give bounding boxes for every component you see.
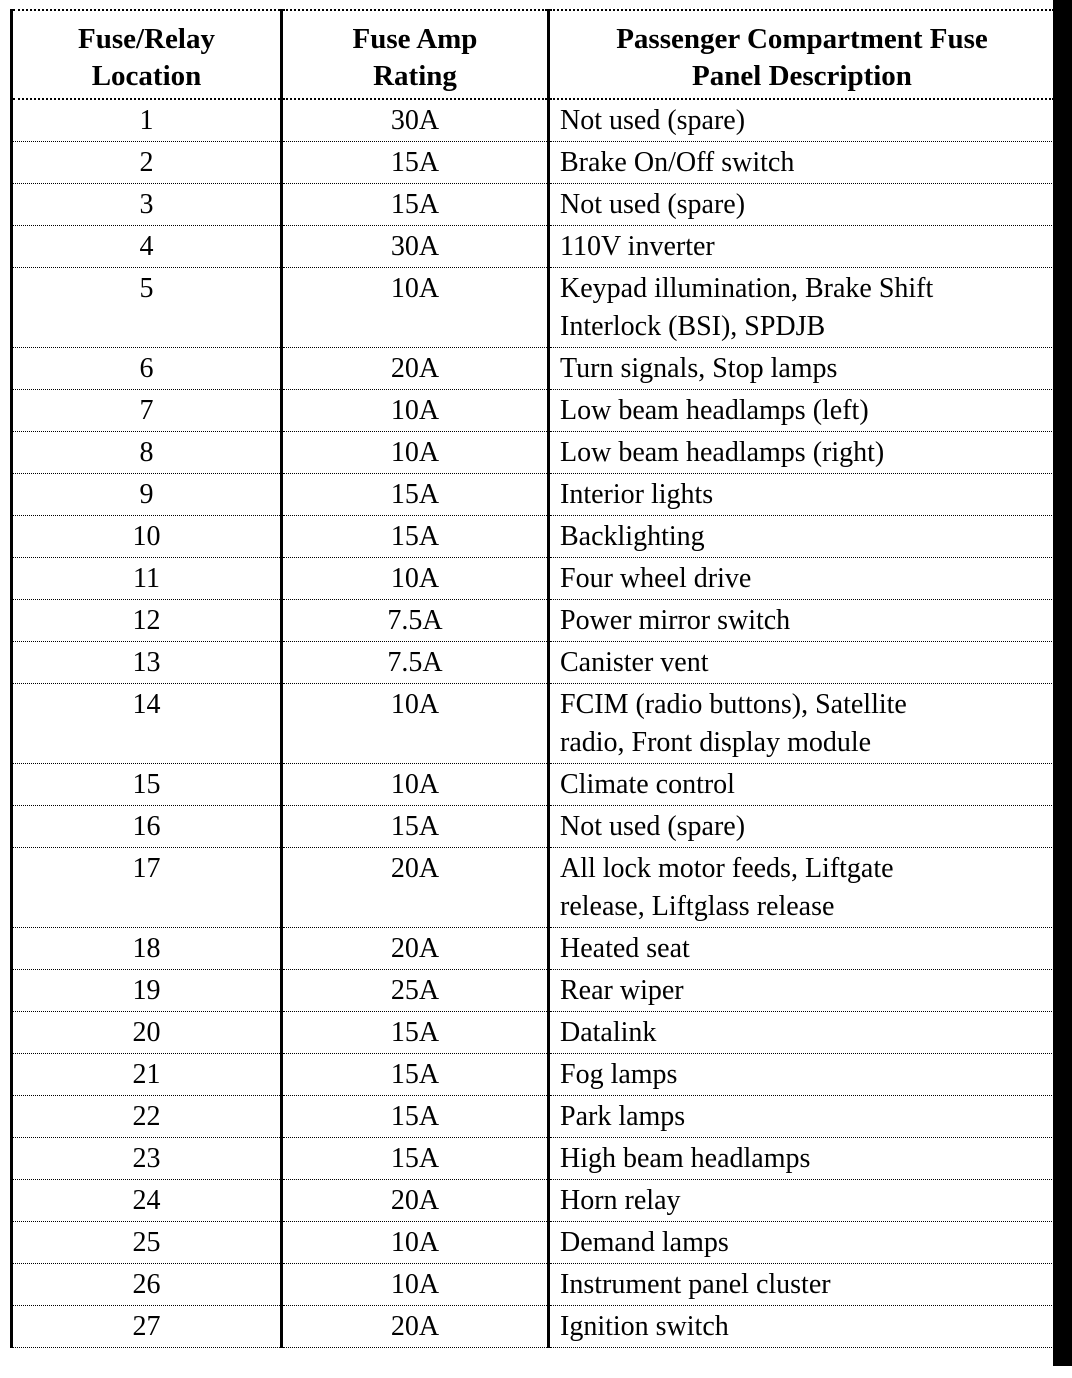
fuse-description-line: Low beam headlamps (left) — [560, 395, 869, 426]
fuse-description-line: Keypad illumination, Brake Shift — [560, 273, 934, 304]
fuse-amp-cell: 30A — [282, 226, 549, 268]
fuse-amp-cell: 10A — [282, 390, 549, 432]
fuse-description-line: Interlock (BSI), SPDJB — [560, 311, 826, 342]
fuse-amp-cell: 25A — [282, 970, 549, 1012]
fuse-location-cell: 8 — [12, 432, 282, 474]
fuse-description-line: Low beam headlamps (right) — [560, 437, 885, 468]
fuse-amp-cell: 15A — [282, 1096, 549, 1138]
fuse-amp-cell: 15A — [282, 1138, 549, 1180]
header-location — [12, 10, 282, 99]
fuse-description-line: Instrument panel cluster — [560, 1269, 831, 1300]
header-amp-line: Rating — [373, 60, 457, 92]
fuse-description-line: Power mirror switch — [560, 605, 791, 636]
fuse-location-cell: 24 — [12, 1180, 282, 1222]
fuse-description-line: radio, Front display module — [560, 727, 872, 758]
fuse-description-line: Rear wiper — [560, 975, 684, 1006]
table-row — [12, 142, 1056, 184]
fuse-location-cell: 11 — [12, 558, 282, 600]
fuse-location-cell: 15 — [12, 764, 282, 806]
table-row — [12, 1264, 1056, 1306]
fuse-description-cell — [549, 142, 1056, 184]
fuse-amp-cell: 10A — [282, 684, 549, 764]
fuse-description-line: Four wheel drive — [560, 563, 752, 594]
fuse-table — [10, 9, 1057, 1348]
fuse-description-line: Brake On/Off switch — [560, 147, 795, 178]
fuse-amp-cell: 15A — [282, 474, 549, 516]
table-row — [12, 1222, 1056, 1264]
table-row — [12, 348, 1056, 390]
header-description-line: Passenger Compartment Fuse — [616, 23, 988, 55]
fuse-location-cell: 22 — [12, 1096, 282, 1138]
header-amp — [282, 10, 549, 99]
fuse-description-cell — [549, 99, 1056, 142]
fuse-description-cell — [549, 1222, 1056, 1264]
fuse-amp-cell: 20A — [282, 928, 549, 970]
fuse-location-cell: 4 — [12, 226, 282, 268]
header-location-line: Location — [91, 60, 202, 92]
fuse-description-cell — [549, 432, 1056, 474]
table-row — [12, 848, 1056, 928]
fuse-description-line: Not used (spare) — [560, 189, 746, 220]
fuse-description-cell — [549, 516, 1056, 558]
table-row — [12, 1180, 1056, 1222]
table-row — [12, 99, 1056, 142]
fuse-amp-cell: 10A — [282, 1222, 549, 1264]
table-row — [12, 970, 1056, 1012]
table-row — [12, 928, 1056, 970]
fuse-description-cell — [549, 642, 1056, 684]
fuse-location-cell: 5 — [12, 268, 282, 348]
fuse-description-cell — [549, 1012, 1056, 1054]
fuse-location-cell: 20 — [12, 1012, 282, 1054]
fuse-amp-cell: 15A — [282, 1012, 549, 1054]
fuse-description-cell — [549, 1096, 1056, 1138]
fuse-description-cell — [549, 928, 1056, 970]
table-row — [12, 432, 1056, 474]
fuse-description-cell — [549, 848, 1056, 928]
fuse-description-line: Canister vent — [560, 647, 709, 678]
fuse-description-line: Demand lamps — [560, 1227, 729, 1258]
fuse-description-cell — [549, 474, 1056, 516]
fuse-description-cell — [549, 348, 1056, 390]
fuse-location-cell: 21 — [12, 1054, 282, 1096]
fuse-amp-cell: 15A — [282, 1054, 549, 1096]
fuse-description-cell — [549, 806, 1056, 848]
fuse-amp-cell: 30A — [282, 99, 549, 142]
fuse-amp-cell: 20A — [282, 848, 549, 928]
table-row — [12, 600, 1056, 642]
table-row — [12, 1138, 1056, 1180]
fuse-description-line: Park lamps — [560, 1101, 686, 1132]
table-row — [12, 516, 1056, 558]
fuse-description-line: Heated seat — [560, 933, 690, 964]
fuse-description-line: Ignition switch — [560, 1311, 729, 1342]
fuse-description-line: High beam headlamps — [560, 1143, 811, 1174]
fuse-amp-cell: 15A — [282, 516, 549, 558]
fuse-amp-cell: 7.5A — [282, 600, 549, 642]
fuse-description-cell — [549, 390, 1056, 432]
fuse-description-line: Datalink — [560, 1017, 657, 1048]
table-row — [12, 390, 1056, 432]
fuse-description-cell — [549, 268, 1056, 348]
table-row — [12, 1306, 1056, 1348]
fuse-description-cell — [549, 184, 1056, 226]
header-description — [549, 10, 1056, 99]
header-location-line: Fuse/Relay — [78, 23, 215, 55]
table-row — [12, 764, 1056, 806]
fuse-amp-cell: 10A — [282, 1264, 549, 1306]
fuse-description-line: Not used (spare) — [560, 811, 746, 842]
header-amp-line: Fuse Amp — [352, 23, 478, 55]
fuse-description-cell — [549, 1180, 1056, 1222]
fuse-amp-cell: 15A — [282, 184, 549, 226]
fuse-location-cell: 16 — [12, 806, 282, 848]
fuse-description-cell — [549, 600, 1056, 642]
fuse-description-line: Not used (spare) — [560, 105, 746, 136]
table-row — [12, 1054, 1056, 1096]
fuse-description-cell — [549, 684, 1056, 764]
fuse-description-line: Backlighting — [560, 521, 705, 552]
fuse-description-cell — [549, 1054, 1056, 1096]
fuse-description-cell — [549, 226, 1056, 268]
fuse-location-cell: 18 — [12, 928, 282, 970]
table-row — [12, 642, 1056, 684]
fuse-description-line: Horn relay — [560, 1185, 681, 1216]
table-row — [12, 474, 1056, 516]
fuse-location-cell: 10 — [12, 516, 282, 558]
fuse-description-cell — [549, 1264, 1056, 1306]
fuse-location-cell: 19 — [12, 970, 282, 1012]
fuse-location-cell: 12 — [12, 600, 282, 642]
fuse-location-cell: 23 — [12, 1138, 282, 1180]
table-row — [12, 1096, 1056, 1138]
fuse-description-cell — [549, 1306, 1056, 1348]
fuse-location-cell: 17 — [12, 848, 282, 928]
table-row — [12, 184, 1056, 226]
fuse-location-cell: 25 — [12, 1222, 282, 1264]
fuse-amp-cell: 20A — [282, 1306, 549, 1348]
header-description-line: Panel Description — [692, 60, 912, 92]
fuse-description-line: Interior lights — [560, 479, 714, 510]
table-row — [12, 684, 1056, 764]
fuse-amp-cell: 10A — [282, 268, 549, 348]
fuse-amp-cell: 15A — [282, 806, 549, 848]
header-row — [12, 10, 1056, 99]
table-row — [12, 226, 1056, 268]
fuse-description-cell — [549, 1138, 1056, 1180]
fuse-table-body — [12, 99, 1056, 1348]
table-row — [12, 1012, 1056, 1054]
fuse-location-cell: 6 — [12, 348, 282, 390]
fuse-amp-cell: 15A — [282, 142, 549, 184]
fuse-amp-cell: 10A — [282, 764, 549, 806]
table-row — [12, 806, 1056, 848]
fuse-amp-cell: 10A — [282, 432, 549, 474]
fuse-location-cell: 7 — [12, 390, 282, 432]
fuse-amp-cell: 7.5A — [282, 642, 549, 684]
fuse-description-line: Climate control — [560, 769, 735, 800]
fuse-amp-cell: 10A — [282, 558, 549, 600]
fuse-description-line: Turn signals, Stop lamps — [560, 353, 838, 384]
fuse-location-cell: 3 — [12, 184, 282, 226]
fuse-description-cell — [549, 558, 1056, 600]
fuse-description-line: All lock motor feeds, Liftgate — [560, 853, 894, 884]
fuse-location-cell: 26 — [12, 1264, 282, 1306]
fuse-description-line: Fog lamps — [560, 1059, 678, 1090]
fuse-location-cell: 1 — [12, 99, 282, 142]
table-row — [12, 268, 1056, 348]
fuse-description-line: FCIM (radio buttons), Satellite — [560, 689, 907, 720]
fuse-location-cell: 13 — [12, 642, 282, 684]
fuse-description-cell — [549, 764, 1056, 806]
fuse-description-cell — [549, 970, 1056, 1012]
fuse-description-line: release, Liftglass release — [560, 891, 835, 922]
fuse-description-line: 110V inverter — [560, 231, 715, 262]
fuse-location-cell: 27 — [12, 1306, 282, 1348]
fuse-location-cell: 14 — [12, 684, 282, 764]
fuse-location-cell: 9 — [12, 474, 282, 516]
fuse-amp-cell: 20A — [282, 348, 549, 390]
fuse-location-cell: 2 — [12, 142, 282, 184]
table-row — [12, 558, 1056, 600]
fuse-amp-cell: 20A — [282, 1180, 549, 1222]
